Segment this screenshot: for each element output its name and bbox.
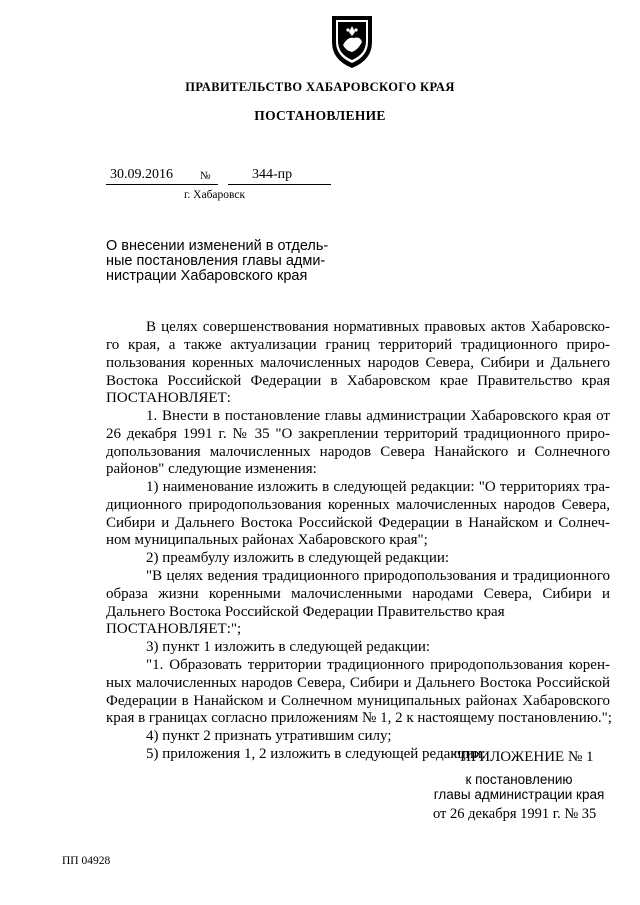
body-line: 2) преамбулу изложить в следующей редакции:: [146, 550, 450, 566]
body-line: пользования коренных малочисленных народов Севера, Сибири и Дальнего: [106, 355, 610, 371]
body-line: 5) приложения 1, 2 изложить в следующей редакции:: [146, 746, 486, 762]
body-line: Сибири и Дальнего Востока Российской Федерации в Нанайском и Солнеч-: [106, 515, 610, 531]
body-line: Федерации в Нанайском и Солнечном муниципальных районах Хабаровского: [106, 693, 610, 709]
body-line: го края, а также актуализации границ территорий традиционного приро-: [106, 337, 610, 353]
body-line: 4) пункт 2 признать утратившим силу;: [146, 728, 392, 744]
date-underline: [106, 184, 218, 185]
decree-number: 344-пр: [252, 167, 293, 182]
body-line: Дальнего Востока Российской Федерации Правительство края: [106, 604, 505, 620]
body-line: образа жизни коренными малочисленными народами Севера, Сибири и: [106, 586, 610, 602]
body-line: В целях совершенствования нормативных правовых актов Хабаровско-: [146, 319, 610, 335]
body-line: ПОСТАНОВЛЯЕТ:";: [106, 621, 242, 637]
appendix-line: к постановлению: [465, 772, 573, 787]
decree-date: 30.09.2016: [110, 167, 173, 182]
subject-line: О внесении изменений в отдель-: [106, 238, 329, 254]
body-line: ном муниципальных районах Хабаровского края";: [106, 532, 428, 548]
body-line: ПОСТАНОВЛЯЕТ:: [106, 390, 231, 406]
body-line: "В целях ведения традиционного природопользования и традиционного: [146, 568, 610, 584]
body-line: Востока Российской Федерации в Хабаровском крае Правительство края: [106, 373, 610, 389]
body-line: края в границах согласно приложениям № 1, 2 к настоящему постановлению.";: [106, 710, 612, 726]
footer-code: ПП 04928: [62, 855, 111, 867]
body-line: допользования малочисленных народов Севера Нанайского и Солнечного: [106, 444, 610, 460]
number-underline: [228, 184, 331, 185]
subject-line: ные постановления главы адми-: [106, 253, 326, 269]
body-line: 1. Внести в постановление главы администрации Хабаровского края от: [146, 408, 610, 424]
government-title: ПРАВИТЕЛЬСТВО ХАБАРОВСКОГО КРАЯ: [185, 80, 455, 94]
number-sign: №: [200, 170, 211, 182]
body-line: ных малочисленных народов Севера, Сибири и Дальнего Востока Российской: [106, 675, 610, 691]
body-line: диционного природопользования коренных малочисленных народов Севера,: [106, 497, 610, 513]
body-line: районов" следующие изменения:: [106, 461, 317, 477]
appendix-line: главы администрации края: [433, 787, 605, 802]
coat-of-arms-icon: [328, 12, 376, 70]
appendix-title: "ПРИЛОЖЕНИЕ № 1: [454, 749, 594, 765]
document-type: ПОСТАНОВЛЕНИЕ: [254, 108, 386, 123]
appendix-line: от 26 декабря 1991 г. № 35: [433, 806, 597, 822]
body-line: 26 декабря 1991 г. № 35 "О закреплении территорий традиционного приро-: [106, 426, 610, 442]
body-line: "1. Образовать территории традиционного природопользования корен-: [146, 657, 610, 673]
body-line: 3) пункт 1 изложить в следующей редакции:: [146, 639, 431, 655]
body-line: 1) наименование изложить в следующей редакции: "О территориях тра-: [146, 479, 610, 495]
subject-line: нистрации Хабаровского края: [106, 268, 308, 284]
city-label: г. Хабаровск: [184, 189, 246, 201]
